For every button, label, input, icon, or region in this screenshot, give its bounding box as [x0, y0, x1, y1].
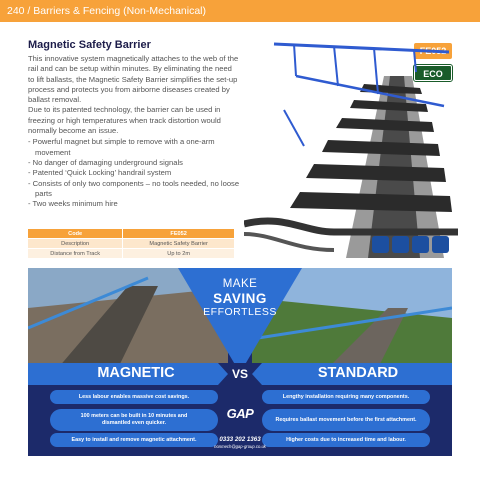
page-label: 240 / Barriers & Fencing (Non-Mechanical) — [7, 5, 206, 17]
table-cell: Description — [28, 239, 123, 249]
ppe-icons — [372, 236, 449, 253]
feature-item: - Two weeks minimum hire — [28, 199, 118, 209]
table-header-cell: FE052 — [123, 229, 235, 239]
table-cell: Magnetic Safety Barrier — [123, 239, 235, 249]
feature-item: - No danger of damaging underground signals — [28, 157, 183, 167]
contact-email: nonmech@gap-group.co.uk — [214, 444, 266, 449]
contact-phone: 0333 202 1363 — [219, 436, 261, 443]
promo-effortless-text: EFFORTLESS — [203, 306, 277, 318]
standard-point: Requires ballast movement before the first attachment. — [275, 416, 417, 423]
promo-make-text: MAKE — [222, 278, 258, 290]
table-cell: Up to 2m — [123, 249, 235, 259]
feature-item: - Patented ‘Quick Locking’ handrail system — [28, 168, 172, 178]
table-header-row — [28, 229, 235, 239]
gap-logo-text: GAP — [226, 406, 254, 421]
barrier-product-image — [244, 36, 458, 258]
magnetic-heading: MAGNETIC — [97, 365, 175, 381]
glove-icon — [372, 236, 389, 253]
product-description — [28, 54, 240, 209]
spec-table — [27, 228, 235, 259]
table-cell: Distance from Track — [28, 249, 123, 259]
magnetic-point: Less labour enables massive cost savings. — [78, 393, 190, 400]
feature-item: - Consists of only two components – no tools needed, no loose parts — [28, 178, 240, 198]
standard-point: Higher costs due to increased time and labour. — [286, 436, 406, 443]
promo-banner — [28, 268, 452, 456]
hi-vis-vest-icon — [412, 236, 429, 253]
description-paragraph-2: Due to its patented technology, the barrier can be used in freezing or high temperatures when track distortion would normally become an issue. — [28, 105, 221, 136]
description-paragraph-1: This innovative system magnetically attaches to the web of the rail and can be setup within minutes. By eliminating the need to lift ballasts, the Magnetic Safety Barrier simplifies the set-up process and protects you from airborne diseases created by ballast removal. — [28, 54, 239, 105]
feature-item: - Powerful magnet but simple to remove with a one-arm movement — [28, 137, 215, 157]
gap-logo — [218, 406, 262, 421]
helmet-icon — [392, 236, 409, 253]
table-row — [28, 239, 235, 249]
product-title: Magnetic Safety Barrier — [28, 39, 151, 51]
vs-label: VS — [231, 367, 248, 381]
safety-boot-icon — [432, 236, 449, 253]
standard-heading: STANDARD — [317, 365, 399, 381]
page-header — [0, 0, 480, 22]
promo-saving-text: SAVING — [213, 291, 267, 306]
table-header-cell: Code — [28, 229, 123, 239]
magnetic-point: 100 meters can be built in 10 minutes and dismantled even quicker. — [80, 413, 188, 426]
standard-point: Lengthy installation requiring many components. — [282, 393, 410, 400]
feature-list — [28, 137, 240, 209]
table-row — [28, 249, 235, 259]
magnetic-point: Easy to install and remove magnetic attachment. — [71, 436, 197, 443]
eco-badge: ECO — [414, 65, 452, 81]
